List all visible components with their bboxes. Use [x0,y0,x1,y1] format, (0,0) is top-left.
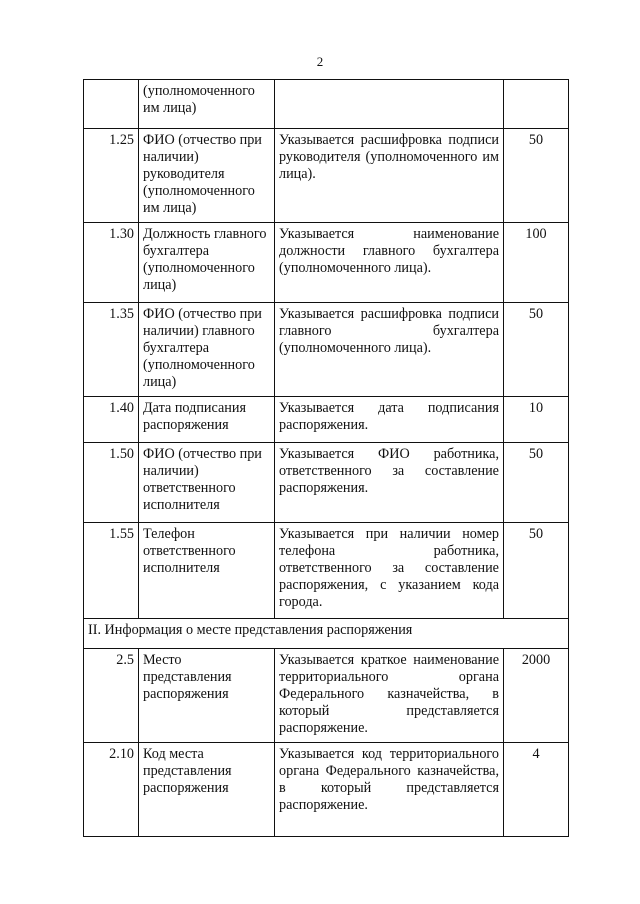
row-number: 1.35 [84,303,139,397]
field-length: 100 [504,223,569,303]
field-length [504,80,569,129]
table-row [84,303,569,397]
section-title: II. Информация о месте представления распоряжения [84,619,569,649]
field-length: 50 [504,523,569,619]
row-number: 1.25 [84,129,139,223]
field-description: Указывается при наличии номер телефона работника, ответственного за составление распоряжения, с указанием кода города. [275,523,504,619]
field-name: Телефон ответственного исполнителя [139,523,275,619]
table-row [84,649,569,743]
field-description: Указывается краткое наименование территориального органа Федерального казначейства, в который представляется распоряжение. [275,649,504,743]
field-name: ФИО (отчество при наличии) ответственного исполнителя [139,443,275,523]
field-length: 50 [504,443,569,523]
field-description: Указывается дата подписания распоряжения. [275,397,504,443]
field-name: ФИО (отчество при наличии) руководителя (уполномоченного им лица) [139,129,275,223]
field-length: 50 [504,303,569,397]
field-length: 2000 [504,649,569,743]
table-row [84,523,569,619]
table-row [84,80,569,129]
row-number: 2.5 [84,649,139,743]
field-description: Указывается расшифровка подписи главного бухгалтера (уполномоченного лица). [275,303,504,397]
field-length: 10 [504,397,569,443]
section-row [84,619,569,649]
field-length: 4 [504,743,569,837]
row-number [84,80,139,129]
page-number: 2 [316,54,324,69]
table-row [84,743,569,837]
field-name: Дата подписания распоряжения [139,397,275,443]
table-row [84,223,569,303]
field-description: Указывается код территориального органа Федерального казначейства, в который представляется распоряжение. [275,743,504,837]
field-name: (уполномоченного им лица) [139,80,275,129]
field-name: ФИО (отчество при наличии) главного бухгалтера (уполномоченного лица) [139,303,275,397]
fields-table [83,79,569,837]
field-name: Должность главного бухгалтера (уполномоченного лица) [139,223,275,303]
field-description [275,80,504,129]
field-description: Указывается наименование должности главного бухгалтера (уполномоченного лица). [275,223,504,303]
table-row [84,397,569,443]
row-number: 1.55 [84,523,139,619]
table-row [84,129,569,223]
row-number: 1.30 [84,223,139,303]
row-number: 1.50 [84,443,139,523]
row-number: 1.40 [84,397,139,443]
field-description: Указывается расшифровка подписи руководителя (уполномоченного им лица). [275,129,504,223]
table-row [84,443,569,523]
field-length: 50 [504,129,569,223]
field-name: Место представления распоряжения [139,649,275,743]
field-description: Указывается ФИО работника, ответственного за составление распоряжения. [275,443,504,523]
row-number: 2.10 [84,743,139,837]
field-name: Код места представления распоряжения [139,743,275,837]
